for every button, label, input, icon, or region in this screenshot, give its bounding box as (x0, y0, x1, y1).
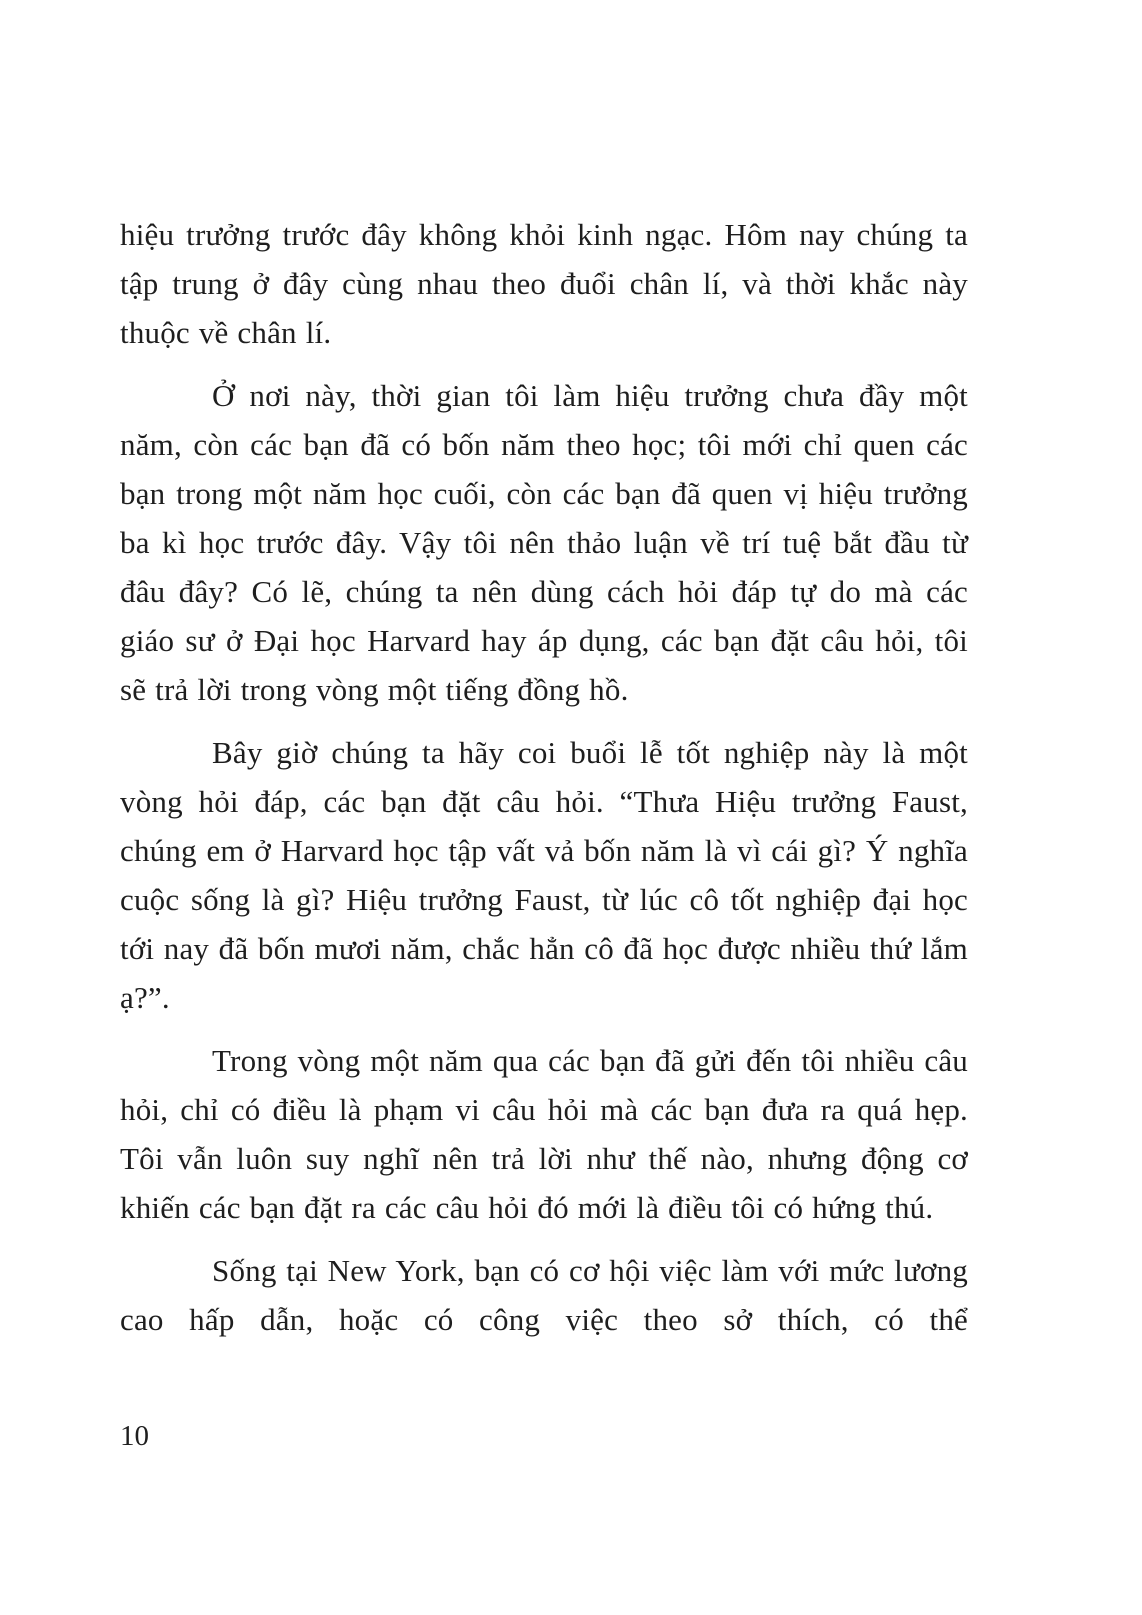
paragraph: hiệu trưởng trước đây không khỏi kinh ngạc. Hôm nay chúng ta tập trung ở đây cùng nhau theo đuổi chân lí, và thời khắc này thuộc về chân lí. (120, 217, 968, 350)
paragraph: Sống tại New York, bạn có cơ hội việc làm với mức lương cao hấp dẫn, hoặc có công việc theo sở thích, có thể (120, 1253, 968, 1337)
paragraph: Trong vòng một năm qua các bạn đã gửi đến tôi nhiều câu hỏi, chỉ có điều là phạm vi câu hỏi mà các bạn đưa ra quá hẹp. Tôi vẫn luôn suy nghĩ nên trả lời như thế nào, nhưng động cơ khiến các bạn đặt ra các câu hỏi đó mới là điều tôi có hứng thú. (120, 1043, 968, 1225)
text-block (120, 210, 968, 1358)
paragraph: Bây giờ chúng ta hãy coi buổi lễ tốt nghiệp này là một vòng hỏi đáp, các bạn đặt câu hỏi. “Thưa Hiệu trưởng Faust, chúng em ở Harvard học tập vất vả bốn năm là vì cái gì? Ý nghĩa cuộc sống là gì? Hiệu trưởng Faust, từ lúc cô tốt nghiệp đại học tới nay đã bốn mươi năm, chắc hẳn cô đã học được nhiều thứ lắm ạ?”. (120, 735, 968, 1015)
paragraph: Ở nơi này, thời gian tôi làm hiệu trưởng chưa đầy một năm, còn các bạn đã có bốn năm theo học; tôi mới chỉ quen các bạn trong một năm học cuối, còn các bạn đã quen vị hiệu trưởng ba kì học trước đây. Vậy tôi nên thảo luận về trí tuệ bắt đầu từ đâu đây? Có lẽ, chúng ta nên dùng cách hỏi đáp tự do mà các giáo sư ở Đại học Harvard hay áp dụng, các bạn đặt câu hỏi, tôi sẽ trả lời trong vòng một tiếng đồng hồ. (120, 378, 968, 707)
page-number: 10 (120, 1420, 149, 1452)
